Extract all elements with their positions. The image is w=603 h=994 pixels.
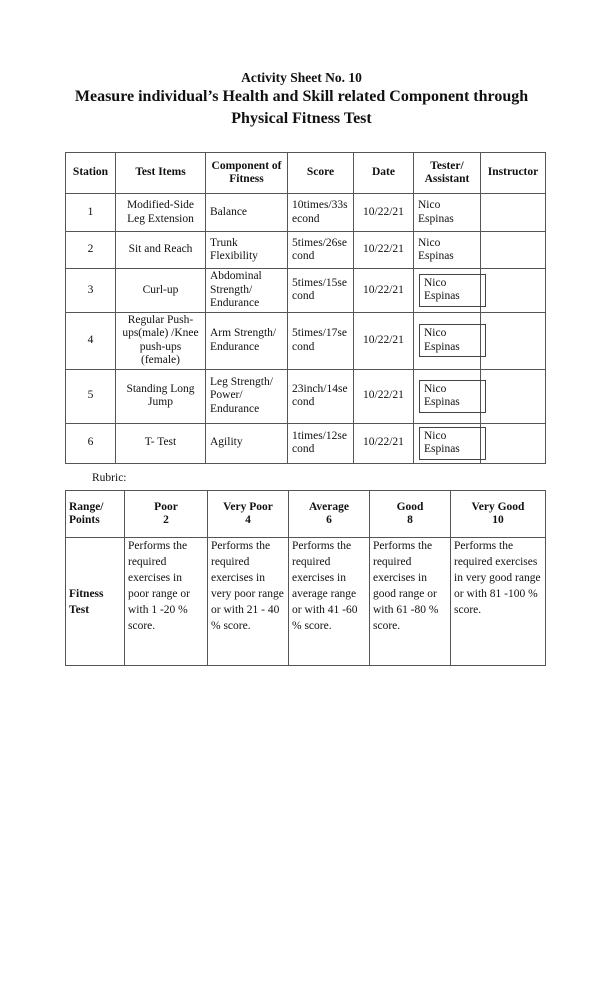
page-title-line1: Measure individual’s Health and Skill related Component through xyxy=(74,88,529,105)
tester-cell xyxy=(414,269,481,313)
level-points: 10 xyxy=(492,514,504,526)
test-item-cell: Modified-Side Leg Extension xyxy=(116,194,206,232)
table-row xyxy=(66,312,546,369)
tester-cell xyxy=(414,312,481,369)
activity-sheet-number: Activity Sheet No. 10 xyxy=(241,70,362,85)
page-title-line2: Physical Fitness Test xyxy=(231,110,372,127)
rubric-level-header xyxy=(208,491,289,538)
table-row xyxy=(66,194,546,232)
score-cell: 1times/12second xyxy=(288,423,354,463)
column-header: Date xyxy=(354,153,414,194)
score-cell: 5times/17second xyxy=(288,312,354,369)
date-cell: 10/22/21 xyxy=(354,369,414,423)
level-points: 8 xyxy=(407,514,413,526)
rubric-row-label: Fitness Test xyxy=(66,538,125,666)
score-cell: 5times/26second xyxy=(288,232,354,269)
column-header: Score xyxy=(288,153,354,194)
fitness-test-table xyxy=(65,152,546,464)
rubric-row xyxy=(66,538,546,666)
component-cell: Abdominal Strength/ Endurance xyxy=(206,269,288,313)
instructor-cell xyxy=(481,423,546,463)
rubric-description: Performs the required exercises in poor range or with 1 -20 % score. xyxy=(125,538,208,666)
column-header: Component of Fitness xyxy=(206,153,288,194)
table-row xyxy=(66,232,546,269)
level-name: Poor xyxy=(154,500,178,513)
tester-name-box: Nico Espinas xyxy=(419,427,486,460)
table-header-row xyxy=(66,153,546,194)
date-cell: 10/22/21 xyxy=(354,269,414,313)
tester-name-box: Nico Espinas xyxy=(419,380,486,413)
table-row xyxy=(66,269,546,313)
instructor-cell xyxy=(481,232,546,269)
tester-name-box: Nico Espinas xyxy=(419,324,486,357)
component-cell: Balance xyxy=(206,194,288,232)
level-name: Average xyxy=(308,500,349,513)
station-cell: 2 xyxy=(66,232,116,269)
component-cell: Leg Strength/ Power/ Endurance xyxy=(206,369,288,423)
component-cell: Arm Strength/ Endurance xyxy=(206,312,288,369)
component-cell: Agility xyxy=(206,423,288,463)
test-item-cell: Sit and Reach xyxy=(116,232,206,269)
station-cell: 5 xyxy=(66,369,116,423)
test-item-cell: Regular Push-ups(male) /Knee push-ups (female) xyxy=(116,312,206,369)
date-cell: 10/22/21 xyxy=(354,232,414,269)
date-cell: 10/22/21 xyxy=(354,423,414,463)
tester-cell xyxy=(414,423,481,463)
tester-cell: Nico Espinas xyxy=(414,232,481,269)
column-header: Station xyxy=(66,153,116,194)
level-name: Good xyxy=(396,500,424,513)
rubric-corner-header: Range/ Points xyxy=(66,491,125,538)
tester-name-box: Nico Espinas xyxy=(419,274,486,307)
rubric-level-header xyxy=(451,491,546,538)
tester-cell xyxy=(414,369,481,423)
instructor-cell xyxy=(481,369,546,423)
score-cell: 23inch/14second xyxy=(288,369,354,423)
rubric-header-row xyxy=(66,491,546,538)
rubric-level-header xyxy=(125,491,208,538)
level-points: 4 xyxy=(245,514,251,526)
station-cell: 4 xyxy=(66,312,116,369)
rubric-label: Rubric: xyxy=(92,472,127,484)
date-cell: 10/22/21 xyxy=(354,312,414,369)
table-row xyxy=(66,369,546,423)
station-cell: 3 xyxy=(66,269,116,313)
date-cell: 10/22/21 xyxy=(354,194,414,232)
rubric-description: Performs the required exercises in good range or with 61 -80 % score. xyxy=(370,538,451,666)
column-header: Test Items xyxy=(116,153,206,194)
rubric-description: Performs the required exercises in very poor range or with 21 - 40 % score. xyxy=(208,538,289,666)
test-item-cell: Curl-up xyxy=(116,269,206,313)
test-item-cell: T- Test xyxy=(116,423,206,463)
rubric-table xyxy=(65,490,546,666)
rubric-description: Performs the required exercises in average range or with 41 -60 % score. xyxy=(289,538,370,666)
score-cell: 10times/33second xyxy=(288,194,354,232)
rubric-description: Performs the required exercises in very good range or with 81 -100 % score. xyxy=(451,538,546,666)
instructor-cell xyxy=(481,269,546,313)
level-points: 6 xyxy=(326,514,332,526)
level-points: 2 xyxy=(163,514,169,526)
test-item-cell: Standing Long Jump xyxy=(116,369,206,423)
column-header: Instructor xyxy=(481,153,546,194)
station-cell: 6 xyxy=(66,423,116,463)
level-name: Very Poor xyxy=(223,500,273,513)
tester-cell: Nico Espinas xyxy=(414,194,481,232)
instructor-cell xyxy=(481,312,546,369)
station-cell: 1 xyxy=(66,194,116,232)
table-row xyxy=(66,423,546,463)
score-cell: 5times/15second xyxy=(288,269,354,313)
level-name: Very Good xyxy=(471,500,525,513)
column-header: Tester/ Assistant xyxy=(414,153,481,194)
component-cell: Trunk Flexibility xyxy=(206,232,288,269)
rubric-level-header xyxy=(289,491,370,538)
rubric-level-header xyxy=(370,491,451,538)
instructor-cell xyxy=(481,194,546,232)
